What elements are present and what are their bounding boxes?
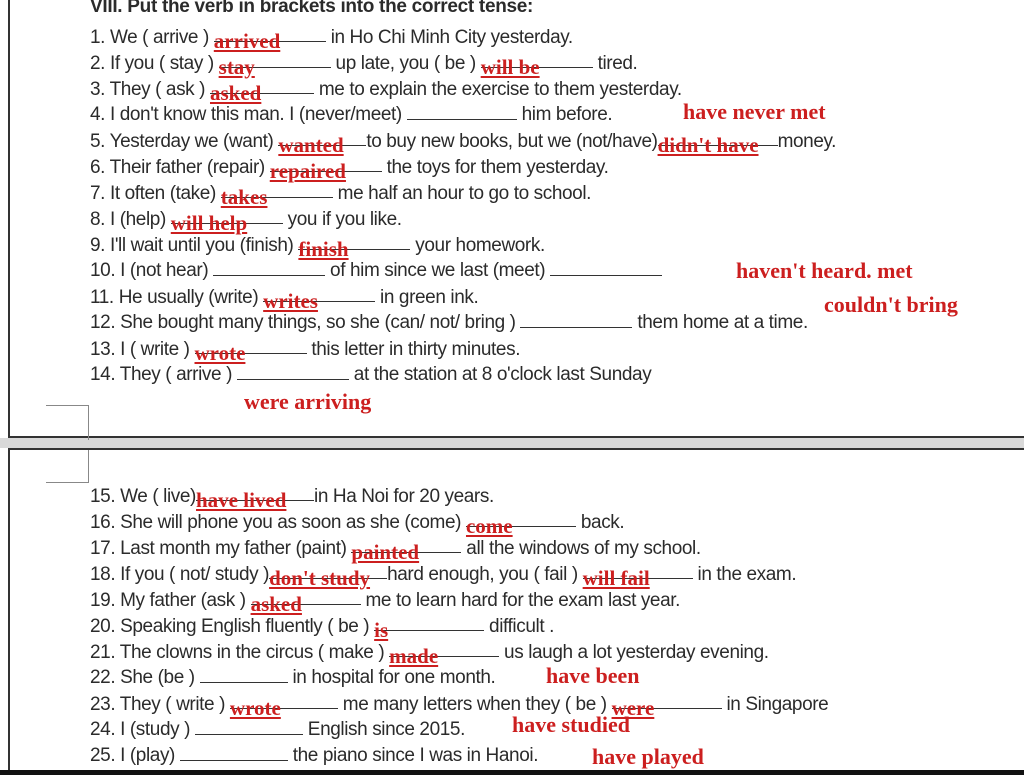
answer-blank	[520, 310, 632, 328]
exercise-line-20: 20. Speaking English fluently ( be ) is difficult .	[90, 613, 554, 639]
answer-blank	[213, 258, 325, 276]
exercise-title: VIII. Put the verb in brackets into the correct tense:	[90, 0, 534, 17]
exercise-line-14: 14. They ( arrive ) at the station at 8 o'clock last Sunday	[90, 364, 652, 385]
answer-text: asked	[250, 592, 302, 616]
side-answer-q25: have played	[592, 744, 704, 769]
exercise-line-3: 3. They ( ask ) asked me to explain the exercise to them yesterday.	[90, 76, 682, 102]
answer-text: arrived	[213, 29, 281, 53]
answer-blank	[180, 743, 288, 761]
answer-blank	[229, 691, 338, 720]
page-gap	[0, 438, 1024, 448]
answer-text: wrote	[194, 341, 246, 365]
answer-text: made	[389, 644, 439, 668]
exercise-line-13: 13. I ( write ) wrote this letter in thirty minutes.	[90, 336, 520, 362]
exercise-line-6: 6. Their father (repair) repaired the toys for them yesterday.	[90, 154, 608, 180]
exercise-line-2: 2. If you ( stay ) stay up late, you ( be ) will be tired.	[90, 50, 637, 76]
exercise-line-12: 12. She bought many things, so she (can/ not/ bring ) them home at a time.	[90, 312, 808, 333]
side-answer-q22: have been	[546, 663, 640, 688]
bracket-mark-top	[46, 405, 89, 440]
answer-text: wrote	[229, 696, 281, 720]
answer-blank	[298, 232, 410, 261]
answer-blank	[480, 50, 593, 79]
answer-text: finish	[298, 237, 349, 261]
exercise-line-22: 22. She (be ) in hospital for one month.	[90, 667, 496, 688]
answer-text: don't study	[269, 566, 371, 590]
answer-text: will be	[480, 55, 540, 79]
answer-blank	[195, 717, 303, 735]
exercise-line-4: 4. I don't know this man. I (never/meet) him before.	[90, 104, 613, 125]
answer-blank	[196, 483, 314, 512]
answer-blank	[237, 362, 349, 380]
answer-blank	[250, 587, 361, 616]
exercise-line-23: 23. They ( write ) wrote me many letters when they ( be ) were in Singapore	[90, 691, 828, 717]
answer-blank	[269, 154, 382, 183]
answer-blank	[220, 180, 333, 209]
exercise-line-18: 18. If you ( not/ study )don't study hard enough, you ( fail ) will fail in the exam.	[90, 561, 796, 587]
answer-blank	[209, 76, 314, 105]
bracket-mark-bottom	[46, 450, 89, 483]
exercise-line-19: 19. My father (ask ) asked me to learn hard for the exam last year.	[90, 587, 680, 613]
answer-blank	[218, 50, 331, 79]
answer-text: takes	[220, 185, 268, 209]
answer-text: painted	[351, 540, 420, 564]
exercise-line-5: 5. Yesterday we (want) wanted to buy new books, but we (not/have)didn't have money.	[90, 128, 836, 154]
exercise-line-17: 17. Last month my father (paint) painted all the windows of my school.	[90, 535, 701, 561]
answer-blank	[269, 561, 387, 590]
answer-blank	[611, 691, 722, 720]
exercise-line-15: 15. We ( live)have lived in Ha Noi for 20 years.	[90, 483, 494, 509]
answer-blank	[374, 613, 484, 642]
side-answer-q14: were arriving	[244, 389, 372, 414]
exercise-line-10: 10. I (not hear) of him since we last (meet)	[90, 258, 662, 284]
answer-text: have lived	[196, 488, 287, 512]
exercise-line-24: 24. I (study ) English since 2015.	[90, 719, 465, 740]
answer-text: writes	[263, 289, 318, 313]
exercise-line-25: 25. I (play) the piano since I was in Hanoi.	[90, 745, 539, 766]
answer-blank	[194, 336, 307, 365]
answer-text: repaired	[269, 159, 346, 183]
answer-blank	[170, 206, 283, 235]
answer-blank	[213, 24, 326, 53]
answer-text: stay	[218, 55, 255, 79]
answer-text: were	[611, 696, 655, 720]
exercise-line-9: 9. I'll wait until you (finish) finish your homework.	[90, 232, 545, 258]
side-answer-q24: have studied	[512, 712, 630, 737]
answer-blank	[407, 102, 517, 120]
answer-blank	[351, 535, 461, 564]
answer-blank	[465, 509, 576, 538]
exercise-line-21: 21. The clowns in the circus ( make ) made us laugh a lot yesterday evening.	[90, 639, 769, 665]
exercise-line-11: 11. He usually (write) writes in green ink.	[90, 284, 478, 310]
answer-blank	[657, 128, 778, 157]
exercise-line-1: 1. We ( arrive ) arrived in Ho Chi Minh City yesterday.	[90, 24, 573, 50]
answer-blank	[200, 665, 288, 683]
answer-text: is	[374, 618, 389, 642]
side-answer-q4: have never met	[683, 99, 826, 124]
answer-text: didn't have	[657, 133, 759, 157]
exercise-line-7: 7. It often (take) takes me half an hour to go to school.	[90, 180, 591, 206]
answer-blank	[389, 639, 499, 668]
answer-blank	[263, 284, 375, 313]
answer-text: will help	[170, 211, 248, 235]
answer-text: asked	[209, 81, 262, 105]
page-bottom-edge	[0, 770, 1024, 775]
exercise-line-8: 8. I (help) will help you if you like.	[90, 206, 402, 232]
side-answer-q10: haven't heard. met	[736, 258, 913, 283]
answer-text: wanted	[278, 133, 344, 157]
side-answer-q12: couldn't bring	[824, 292, 958, 317]
answer-blank	[550, 258, 662, 276]
answer-blank	[278, 128, 366, 157]
answer-text: will fail	[582, 566, 650, 590]
answer-text: come	[465, 514, 513, 538]
answer-blank	[582, 561, 693, 590]
exercise-line-16: 16. She will phone you as soon as she (come) come back.	[90, 509, 624, 535]
